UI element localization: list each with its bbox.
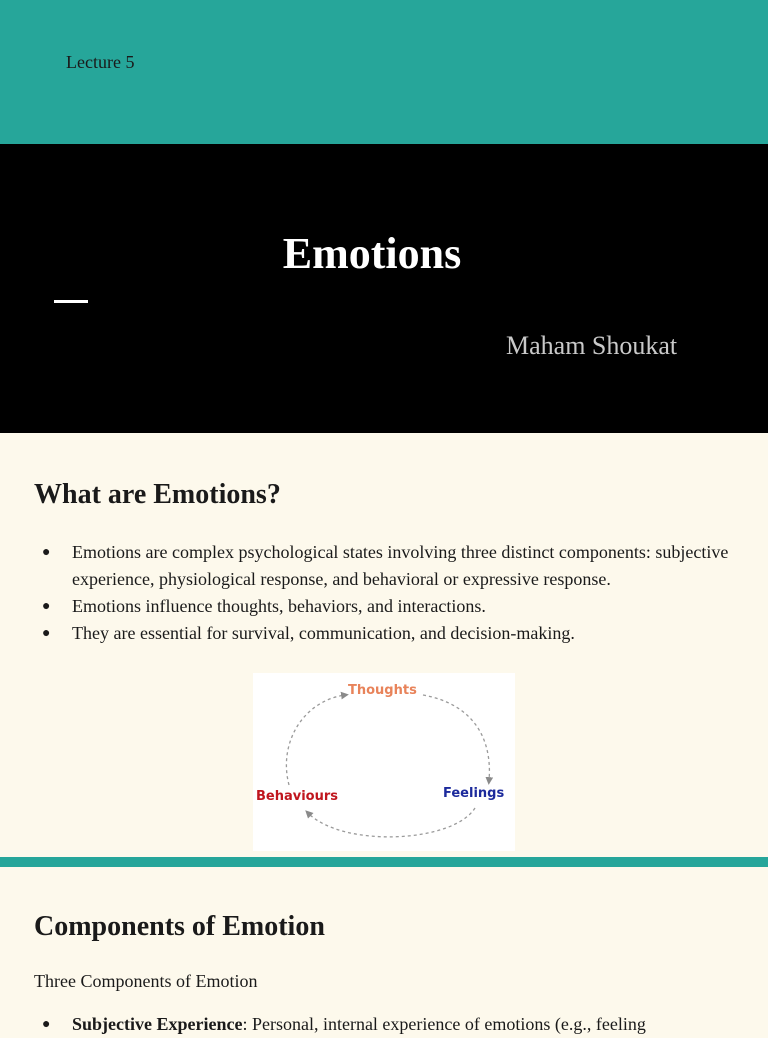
bullet-icon: ●	[42, 1017, 51, 1032]
behaviours-label: Behaviours	[256, 789, 339, 804]
list-item	[38, 1011, 738, 1038]
bullet-icon: ●	[42, 626, 51, 641]
bullet-term: Subjective Experience	[72, 1014, 243, 1034]
feelings-label: Feelings	[443, 786, 505, 801]
section-title: What are Emotions?	[34, 479, 281, 510]
thoughts-label: Thoughts	[348, 683, 417, 698]
bullet-text: : Personal, internal experience of emotions (e.g., feeling	[242, 1014, 646, 1034]
bullet-text: Emotions influence thoughts, behaviors, and interactions.	[72, 596, 486, 616]
bullet-icon: ●	[42, 599, 51, 614]
bullet-list	[38, 1011, 738, 1038]
list-item	[38, 539, 738, 593]
title-band	[0, 144, 768, 433]
emotion-cycle-diagram	[253, 673, 515, 851]
lecture-label: Lecture 5	[66, 52, 135, 72]
lecture-header-band	[0, 0, 768, 144]
title-dash-decoration	[54, 300, 88, 303]
section-title: Components of Emotion	[34, 911, 325, 942]
section-divider	[0, 857, 768, 867]
cycle-arrows	[253, 673, 515, 851]
list-item	[38, 593, 738, 620]
list-item	[38, 620, 738, 647]
sub-heading: Three Components of Emotion	[34, 971, 258, 991]
bullet-text: They are essential for survival, communication, and decision-making.	[72, 623, 575, 643]
arrow-feelings-to-behaviours	[308, 808, 475, 837]
author-name: Maham Shoukat	[506, 331, 678, 360]
what-are-emotions-section	[0, 433, 768, 857]
components-section	[0, 867, 768, 1034]
bullet-list	[38, 539, 738, 647]
bullet-icon: ●	[42, 545, 51, 560]
arrow-thoughts-to-feelings	[423, 695, 489, 781]
arrow-behaviours-to-thoughts	[286, 695, 345, 785]
bullet-text: Emotions are complex psychological states involving three distinct components: subjective experience, physiological response, and behavioral or expressive response.	[72, 542, 729, 589]
slide-title: Emotions	[282, 229, 462, 278]
